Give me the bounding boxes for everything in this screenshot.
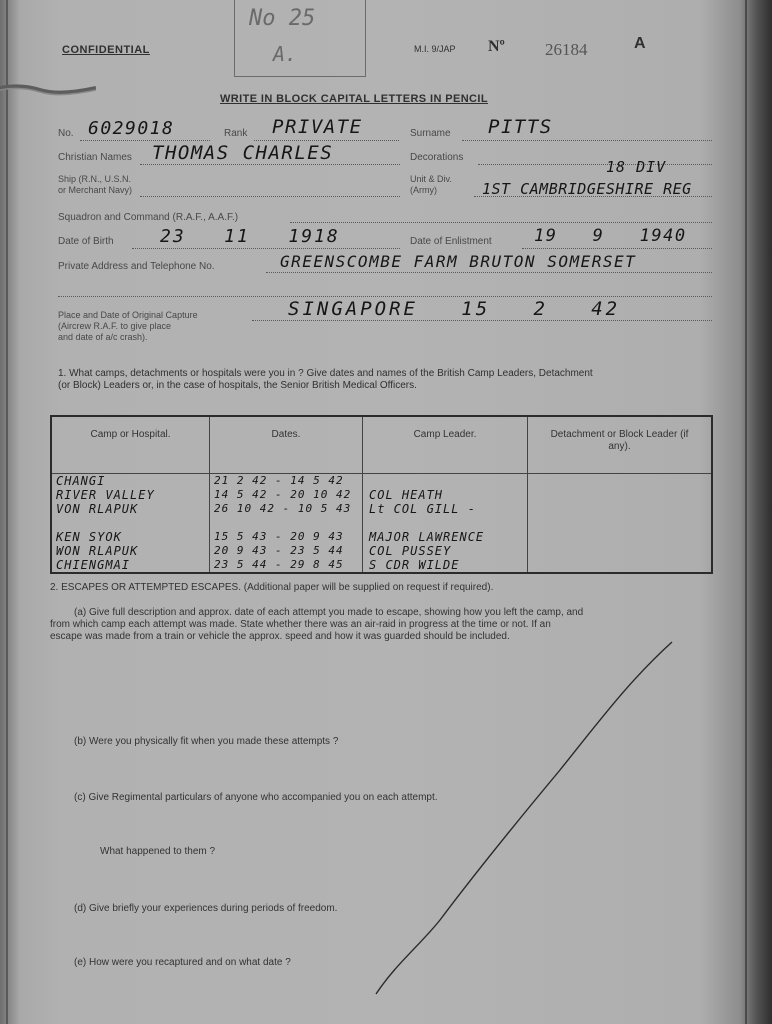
q1-text-line2: (or Block) Leaders or, in the case of hospitals, the Senior British Medical Officers. <box>58 380 417 391</box>
rank-label: Rank <box>224 128 248 139</box>
ship-label-line1: Ship (R.N., U.S.N. <box>58 174 132 184</box>
stamp-number: No 25 <box>249 6 316 31</box>
instruction-heading: WRITE IN BLOCK CAPITAL LETTERS IN PENCIL <box>220 93 488 105</box>
address-label: Private Address and Telephone No. <box>58 261 215 272</box>
q2-heading: 2. ESCAPES OR ATTEMPTED ESCAPES. (Additional paper will be supplied on request if required). <box>50 582 494 593</box>
address-value: GREENSCOMBE FARM BRUTON SOMERSET <box>280 252 637 271</box>
stamp-letter: A. <box>273 42 298 66</box>
q2b-text: (b) Were you physically fit when you made these attempts ? <box>74 736 339 747</box>
capture-label-line3: and date of a/c crash). <box>58 332 148 342</box>
header-camp: Camp or Hospital. <box>51 416 210 474</box>
capture-label-line2: (Aircrew R.A.F. to give place <box>58 321 172 331</box>
dates-column: 21 2 42 - 14 5 42 14 5 42 - 20 10 42 26 10 42 - 10 5 43 15 5 43 - 20 9 43 20 9 43 - 23 5 44 23 5 44 - 29 8 45 <box>210 474 363 574</box>
header-dates: Dates. <box>210 416 363 474</box>
surname-value: PITTS <box>488 116 553 138</box>
q2a-line3: escape was made from a train or vehicle the approx. speed and how it was guarded should be included. <box>50 631 510 642</box>
q2a-line2: from which camp each attempt was made. State whether there was an air-raid in progress at the time or not. If an <box>50 619 551 630</box>
unit-label-line1: Unit & Div. <box>410 174 452 184</box>
form-suffix: A <box>634 35 646 52</box>
number-symbol: Nº <box>488 38 505 55</box>
capture-value: SINGAPORE 15 2 42 <box>288 298 621 320</box>
dob-label: Date of Birth <box>58 236 114 247</box>
header-camp-leader: Camp Leader. <box>363 416 528 474</box>
no-value: 6029018 <box>88 118 175 139</box>
squadron-label: Squadron and Command (R.A.F., A.A.F.) <box>58 212 239 223</box>
camps-column: CHANGI RIVER VALLEY VON RLAPUK KEN SYOK WON RLAPUK CHIENGMAI <box>56 474 155 572</box>
q1-text-line1: 1. What camps, detachments or hospitals were you in ? Give dates and names of the British Camp Leaders, Detachment <box>58 368 593 379</box>
no-label: No. <box>58 128 74 139</box>
mi-reference: M.I. 9/JAP <box>414 44 456 54</box>
header-detachment: Detachment or Block Leader (if any). <box>528 416 713 474</box>
q2e-text: (e) How were you recaptured and on what date ? <box>74 957 291 968</box>
unit-label-line2: (Army) <box>410 185 437 195</box>
q2c-text: (c) Give Regimental particulars of anyone who accompanied you on each attempt. <box>74 792 438 803</box>
q2d-text: (d) Give briefly your experiences during periods of freedom. <box>74 903 338 914</box>
confidential-label: CONFIDENTIAL <box>62 44 150 56</box>
decorations-label: Decorations <box>410 152 464 163</box>
christian-names-label: Christian Names <box>58 152 132 163</box>
surname-label: Surname <box>410 128 451 139</box>
rank-value: PRIVATE <box>272 116 363 138</box>
capture-label-line1: Place and Date of Original Capture <box>58 310 198 320</box>
christian-names-value: THOMAS CHARLES <box>152 142 334 164</box>
leaders-column: COL HEATH Lt COL GILL - MAJOR LAWRENCE COL PUSSEY S CDR WILDE <box>363 474 528 574</box>
division-note: 18 DIV <box>606 158 667 176</box>
ship-label-line2: or Merchant Navy) <box>58 185 133 195</box>
enlistment-label: Date of Enlistment <box>410 236 492 247</box>
unit-value: 1ST CAMBRIDGESHIRE REG <box>482 180 692 198</box>
dob-value: 23 11 1918 <box>160 226 340 247</box>
q2a-line1: (a) Give full description and approx. date of each attempt you made to escape, showing how you left the camp, and <box>74 607 584 618</box>
form-number: 26184 <box>545 40 588 59</box>
q2c-sub-text: What happened to them ? <box>100 846 216 857</box>
enlistment-value: 19 9 1940 <box>534 226 687 246</box>
